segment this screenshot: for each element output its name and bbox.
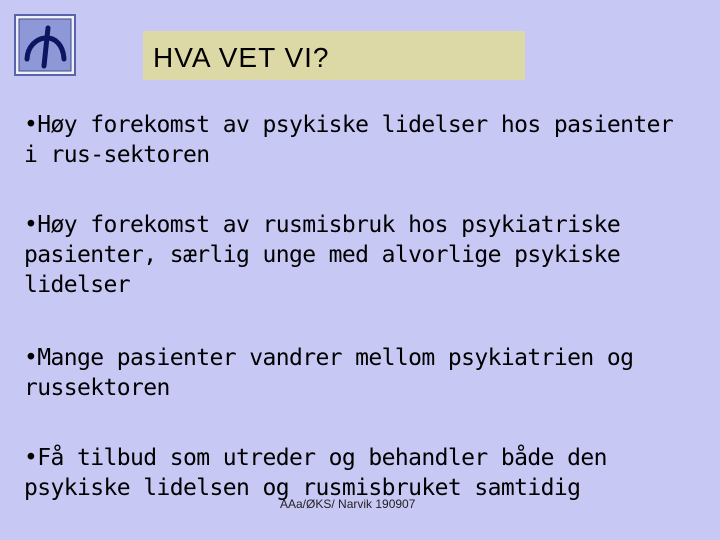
bullet-line: •Høy forekomst av psykiske lidelser hos pasienter — [24, 112, 674, 138]
bullet-item — [24, 343, 714, 403]
bullet-line: lidelser — [24, 272, 130, 298]
bullet-line: i rus-sektoren — [24, 142, 210, 168]
bullet-line: •Mange pasienter vandrer mellom psykiatrien og — [24, 345, 634, 371]
bullet-line: •Få tilbud som utreder og behandler både den — [24, 445, 607, 471]
bullet-item — [24, 443, 714, 503]
bullet-line: pasienter, særlig unge med alvorlige psykiske — [24, 242, 621, 268]
title-box — [143, 31, 525, 80]
bullet-line: russektoren — [24, 375, 170, 401]
bullet-line: •Høy forekomst av rusmisbruk hos psykiatriske — [24, 212, 621, 238]
footer-text: AAa/ØKS/ Narvik 190907 — [280, 497, 416, 511]
bullet-item — [24, 210, 714, 300]
slide-title: HVA VET VI? — [153, 41, 330, 73]
bullet-item — [24, 110, 714, 170]
bullet-line: psykiske lidelsen og rusmisbruket samtidig — [24, 475, 581, 501]
institution-logo-icon — [14, 14, 76, 76]
